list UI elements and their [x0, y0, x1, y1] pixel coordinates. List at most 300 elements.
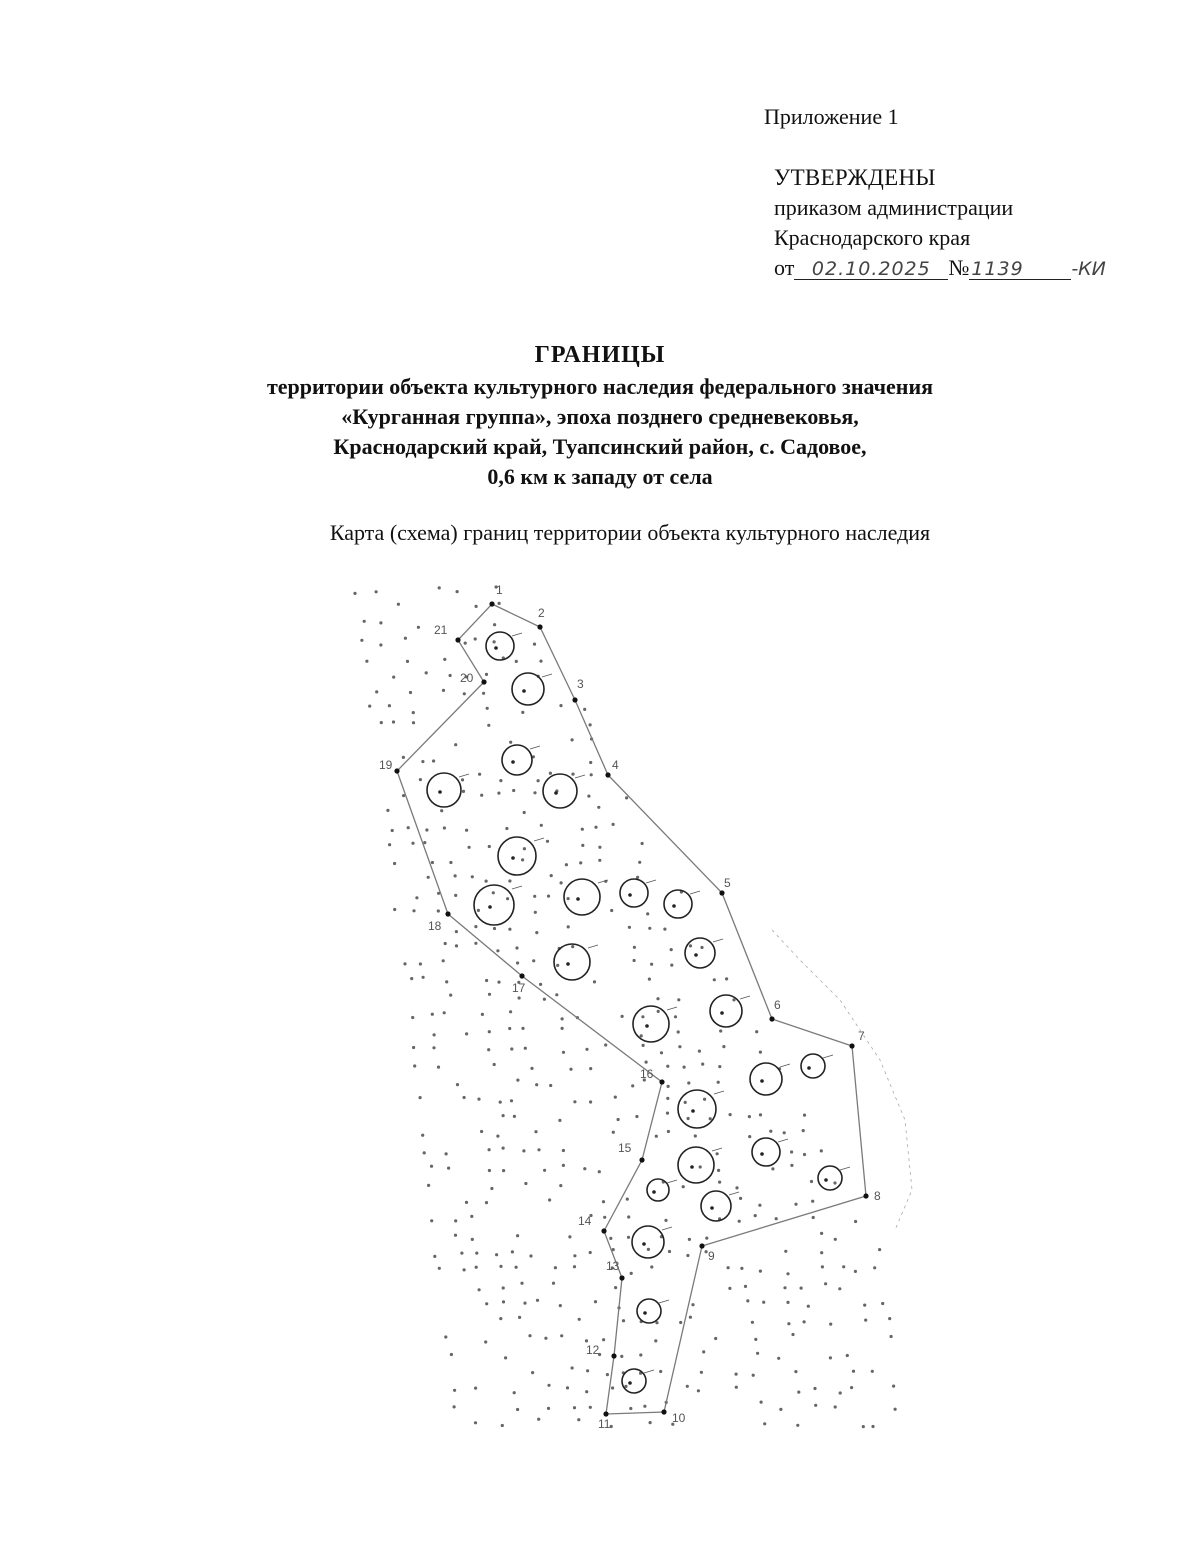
terrain-dot	[454, 874, 457, 877]
terrain-dot	[488, 1030, 491, 1033]
terrain-dot	[506, 897, 509, 900]
burial-mound	[664, 890, 692, 918]
terrain-dot	[478, 1288, 481, 1291]
terrain-dot	[797, 1391, 800, 1394]
terrain-dot	[678, 1045, 681, 1048]
terrain-dot	[699, 1165, 702, 1168]
terrain-dot	[508, 879, 511, 882]
boundary-point-label: 14	[578, 1214, 592, 1228]
terrain-dot	[499, 779, 502, 782]
terrain-dot	[807, 1305, 810, 1308]
terrain-dot	[499, 1265, 502, 1268]
terrain-dot	[635, 1115, 638, 1118]
terrain-dot	[598, 846, 601, 849]
boundary-point-label: 17	[512, 981, 526, 995]
terrain-dot	[433, 1033, 436, 1036]
boundary-point-label: 6	[774, 998, 781, 1012]
terrain-dot	[633, 959, 636, 962]
terrain-dot	[523, 1302, 526, 1305]
burial-mound	[543, 774, 577, 808]
terrain-dot	[431, 1013, 434, 1016]
terrain-dot	[388, 704, 391, 707]
boundary-point	[481, 679, 486, 684]
boundary-point	[769, 1016, 774, 1021]
terrain-dot	[486, 707, 489, 710]
terrain-dot	[549, 1084, 552, 1087]
burial-mound	[564, 879, 600, 915]
terrain-dot	[597, 806, 600, 809]
terrain-dot	[794, 1370, 797, 1373]
terrain-dot	[850, 1386, 853, 1389]
boundary-point	[863, 1193, 868, 1198]
terrain-dot	[412, 909, 415, 912]
burial-mound	[685, 938, 715, 968]
terrain-dot	[406, 660, 409, 663]
terrain-dot	[445, 1152, 448, 1155]
terrain-dot	[871, 1370, 874, 1373]
burial-mound	[801, 1054, 825, 1078]
terrain-dot	[460, 1252, 463, 1255]
terrain-dot	[589, 1100, 592, 1103]
terrain-dot	[485, 1201, 488, 1204]
terrain-dot	[496, 949, 499, 952]
terrain-dot	[454, 743, 457, 746]
terrain-dot	[561, 1027, 564, 1030]
terrain-dot	[691, 1303, 694, 1306]
terrain-dot	[447, 1167, 450, 1170]
terrain-dot	[521, 1027, 524, 1030]
burial-mound	[678, 1147, 714, 1183]
territory-boundary-line	[397, 604, 866, 1414]
terrain-dot	[487, 1048, 490, 1051]
burial-mound-tick	[667, 1007, 677, 1010]
burial-mound-center	[643, 1311, 647, 1315]
terrain-dot	[421, 760, 424, 763]
terrain-dot	[641, 842, 644, 845]
terrain-dot	[687, 1081, 690, 1084]
terrain-dot	[812, 1216, 815, 1219]
terrain-dot	[803, 1114, 806, 1117]
terrain-dot	[438, 586, 441, 589]
terrain-dot	[528, 1334, 531, 1337]
terrain-dot	[614, 1286, 617, 1289]
terrain-dot	[529, 1254, 532, 1257]
terrain-dot	[502, 1114, 505, 1117]
outer-contour-line	[772, 930, 912, 1230]
terrain-dot	[746, 1299, 749, 1302]
terrain-dot	[437, 1066, 440, 1069]
terrain-dot	[666, 1112, 669, 1115]
terrain-dots	[353, 585, 896, 1428]
terrain-dot	[567, 897, 570, 900]
burial-mound-tick	[729, 1192, 739, 1195]
terrain-dot	[431, 861, 434, 864]
burial-mound-tick	[512, 886, 522, 889]
burial-mound-center	[824, 1178, 828, 1182]
terrain-dot	[668, 1250, 671, 1253]
terrain-dot	[456, 1083, 459, 1086]
terrain-dot	[478, 773, 481, 776]
boundary-point-label: 7	[858, 1029, 865, 1043]
terrain-dot	[813, 1387, 816, 1390]
terrain-dot	[829, 1356, 832, 1359]
terrain-dot	[454, 894, 457, 897]
terrain-dot	[612, 1131, 615, 1134]
boundary-point	[537, 624, 542, 629]
terrain-dot	[402, 756, 405, 759]
terrain-dot	[729, 1113, 732, 1116]
boundary-point	[849, 1043, 854, 1048]
terrain-dot	[365, 660, 368, 663]
terrain-dot	[589, 723, 592, 726]
terrain-dot	[771, 1167, 774, 1170]
burial-mound	[750, 1063, 782, 1095]
terrain-dot	[546, 840, 549, 843]
burial-mound	[620, 879, 648, 907]
terrain-dot	[547, 1407, 550, 1410]
terrain-dot	[516, 1079, 519, 1082]
terrain-dot	[403, 962, 406, 965]
terrain-dot	[748, 1135, 751, 1138]
terrain-dot	[639, 1353, 642, 1356]
terrain-dot	[751, 1321, 754, 1324]
terrain-dot	[453, 1389, 456, 1392]
terrain-dot	[547, 895, 550, 898]
terrain-dot	[392, 676, 395, 679]
terrain-dot	[679, 1321, 682, 1324]
terrain-dot	[499, 1317, 502, 1320]
terrain-dot	[655, 1135, 658, 1138]
terrain-dot	[610, 909, 613, 912]
terrain-dot	[648, 978, 651, 981]
burial-mound-tick	[575, 775, 585, 778]
terrain-dot	[824, 1282, 827, 1285]
boundary-point	[445, 911, 450, 916]
terrain-dot	[562, 1149, 565, 1152]
terrain-dot	[862, 1425, 865, 1428]
burial-mound	[632, 1226, 664, 1258]
terrain-dot	[474, 942, 477, 945]
terrain-dot	[820, 1251, 823, 1254]
terrain-dot	[481, 1013, 484, 1016]
burial-mound-tick	[840, 1167, 850, 1170]
terrain-dot	[725, 977, 728, 980]
terrain-dot	[589, 761, 592, 764]
terrain-dot	[890, 1335, 893, 1338]
terrain-dot	[485, 1302, 488, 1305]
terrain-dot	[437, 909, 440, 912]
terrain-dot	[427, 876, 430, 879]
boundary-point-label: 10	[672, 1411, 686, 1425]
terrain-dot	[573, 1254, 576, 1257]
terrain-dot	[509, 741, 512, 744]
burial-mound	[427, 773, 461, 807]
terrain-dot	[462, 790, 465, 793]
terrain-dot	[518, 1316, 521, 1319]
terrain-dot	[617, 1118, 620, 1121]
terrain-dot	[475, 1266, 478, 1269]
terrain-dot	[560, 881, 563, 884]
terrain-dot	[569, 1068, 572, 1071]
terrain-dot	[763, 1422, 766, 1425]
boundary-point-label: 3	[577, 677, 584, 691]
terrain-dot	[413, 1064, 416, 1067]
burial-mound	[701, 1191, 731, 1221]
terrain-dot	[397, 603, 400, 606]
terrain-dot	[566, 1386, 569, 1389]
terrain-dot	[784, 1250, 787, 1253]
terrain-dot	[677, 1030, 680, 1033]
terrain-dot	[502, 1286, 505, 1289]
terrain-dot	[633, 946, 636, 949]
terrain-dot	[490, 1187, 493, 1190]
terrain-dot	[654, 1339, 657, 1342]
terrain-dot	[627, 1236, 630, 1239]
terrain-dot	[554, 1266, 557, 1269]
terrain-dot	[454, 1234, 457, 1237]
terrain-dot	[415, 896, 418, 899]
terrain-dot	[419, 962, 422, 965]
terrain-dot	[505, 827, 508, 830]
terrain-dot	[646, 912, 649, 915]
terrain-dot	[803, 1153, 806, 1156]
terrain-dot	[430, 1219, 433, 1222]
number-prefix: №	[948, 255, 970, 280]
burial-mound	[474, 885, 514, 925]
terrain-dot	[568, 1235, 571, 1238]
terrain-dot	[407, 826, 410, 829]
terrain-dot	[493, 623, 496, 626]
terrain-dot	[686, 1385, 689, 1388]
boundary-point	[455, 637, 460, 642]
burial-mound-center	[760, 1079, 764, 1083]
burial-mound	[647, 1179, 669, 1201]
boundary-point	[519, 973, 524, 978]
terrain-dot	[760, 1401, 763, 1404]
terrain-dot	[622, 1319, 625, 1322]
terrain-dot	[664, 1219, 667, 1222]
terrain-dot	[534, 1130, 537, 1133]
terrain-dot	[573, 1265, 576, 1268]
terrain-dot	[759, 1270, 762, 1273]
terrain-dot	[863, 1304, 866, 1307]
terrain-dot	[638, 861, 641, 864]
burial-mound-tick	[690, 891, 700, 894]
terrain-dot	[892, 1385, 895, 1388]
terrain-dot	[492, 891, 495, 894]
terrain-dot	[549, 772, 552, 775]
terrain-dot	[498, 602, 501, 605]
terrain-dot	[562, 1051, 565, 1054]
burial-mound-center	[554, 791, 558, 795]
terrain-dot	[443, 826, 446, 829]
terrain-dot	[482, 692, 485, 695]
terrain-dot	[393, 908, 396, 911]
terrain-dot	[611, 1386, 614, 1389]
terrain-dot	[740, 1267, 743, 1270]
terrain-dot	[521, 858, 524, 861]
appendix-label: Приложение 1	[764, 104, 899, 129]
terrain-dot	[533, 791, 536, 794]
terrain-dot	[493, 927, 496, 930]
burial-mound-center	[807, 1066, 811, 1070]
terrain-dot	[456, 590, 459, 593]
boundary-point	[572, 697, 577, 702]
terrain-dot	[602, 1338, 605, 1341]
terrain-dot	[386, 809, 389, 812]
terrain-dot	[450, 1353, 453, 1356]
order-number-suffix: -КИ	[1071, 258, 1106, 280]
terrain-dot	[502, 1169, 505, 1172]
terrain-dot	[558, 1119, 561, 1122]
terrain-dot	[713, 978, 716, 981]
terrain-dot	[515, 1266, 518, 1269]
title-line-1: территории объекта культурного наследия федерального значения	[266, 374, 934, 399]
terrain-dot	[790, 1150, 793, 1153]
boundary-point-label: 19	[379, 758, 393, 772]
terrain-dot	[864, 1319, 867, 1322]
boundary-point-label: 8	[874, 1189, 881, 1203]
terrain-dot	[411, 842, 414, 845]
terrain-dot	[783, 1286, 786, 1289]
burial-mound-tick	[646, 880, 656, 883]
terrain-dot	[510, 1047, 513, 1050]
boundary-point	[603, 1411, 608, 1416]
terrain-dot	[375, 690, 378, 693]
terrain-dot	[755, 1030, 758, 1033]
terrain-dot	[534, 911, 537, 914]
boundary-point	[659, 1079, 664, 1084]
terrain-dot	[670, 964, 673, 967]
terrain-dot	[465, 829, 468, 832]
terrain-dot	[442, 959, 445, 962]
terrain-dot	[499, 1101, 502, 1104]
terrain-dot	[821, 1265, 824, 1268]
burial-mound	[633, 1006, 669, 1042]
terrain-dot	[504, 1356, 507, 1359]
terrain-dot	[783, 1131, 786, 1134]
terrain-dot	[754, 1338, 757, 1341]
terrain-dot	[684, 1101, 687, 1104]
terrain-dot	[587, 795, 590, 798]
terrain-dot	[697, 1389, 700, 1392]
terrain-dot	[839, 1391, 842, 1394]
terrain-dot	[539, 660, 542, 663]
terrain-dot	[484, 1340, 487, 1343]
terrain-dot	[649, 1421, 652, 1424]
terrain-dot	[571, 945, 574, 948]
terrain-dot	[579, 861, 582, 864]
terrain-dot	[612, 823, 615, 826]
boundary-point-label: 20	[460, 671, 474, 685]
terrain-dot	[474, 925, 477, 928]
terrain-dot	[689, 944, 692, 947]
terrain-dot	[645, 1061, 648, 1064]
terrain-dot	[497, 981, 500, 984]
terrain-dot	[535, 1083, 538, 1086]
terrain-dot	[881, 1302, 884, 1305]
boundary-point-label: 12	[586, 1343, 600, 1357]
terrain-dot	[537, 779, 540, 782]
terrain-dot	[516, 1234, 519, 1237]
terrain-dot	[516, 1408, 519, 1411]
burial-mound-center	[488, 905, 492, 909]
terrain-dot	[425, 671, 428, 674]
burial-mound-center	[576, 897, 580, 901]
terrain-dot	[621, 1015, 624, 1018]
burial-mound-tick	[778, 1139, 788, 1142]
burial-mound-tick	[780, 1064, 790, 1067]
terrain-dot	[392, 720, 395, 723]
terrain-dot	[702, 1350, 705, 1353]
terrain-dot	[888, 1317, 891, 1320]
terrain-dot	[640, 1034, 643, 1037]
terrain-dot	[536, 1299, 539, 1302]
terrain-dot	[509, 1010, 512, 1013]
boundary-point-label: 11	[598, 1417, 611, 1431]
terrain-dot	[522, 1149, 525, 1152]
terrain-dot	[629, 1407, 632, 1410]
terrain-dot	[454, 1219, 457, 1222]
terrain-dot	[423, 1151, 426, 1154]
terrain-dot	[829, 1323, 832, 1326]
terrain-dot	[590, 773, 593, 776]
burial-mound-center	[672, 904, 676, 908]
terrain-dot	[709, 1117, 712, 1120]
terrain-dot	[820, 1149, 823, 1152]
terrain-dot	[716, 1152, 719, 1155]
boundary-point	[605, 772, 610, 777]
terrain-dot	[625, 796, 628, 799]
boundary-point	[639, 1157, 644, 1162]
terrain-dot	[533, 643, 536, 646]
terrain-dot	[838, 1287, 841, 1290]
terrain-dot	[427, 1184, 430, 1187]
burial-mound-tick	[542, 674, 552, 677]
burial-mound	[818, 1166, 842, 1190]
terrain-dot	[787, 1322, 790, 1325]
terrain-dot	[577, 1418, 580, 1421]
terrain-dot	[598, 859, 601, 862]
terrain-dot	[626, 1198, 629, 1201]
terrain-dot	[468, 846, 471, 849]
burial-mound-center	[511, 856, 515, 860]
terrain-dot	[379, 643, 382, 646]
terrain-dot	[515, 946, 518, 949]
terrain-dot	[820, 1232, 823, 1235]
boundary-point-label: 18	[428, 919, 442, 933]
terrain-dot	[871, 1425, 874, 1428]
terrain-dot	[443, 1011, 446, 1014]
title-heading: ГРАНИЦЫ	[534, 342, 666, 368]
terrain-dot	[762, 1301, 765, 1304]
boundary-point-label: 5	[724, 876, 731, 890]
terrain-dot	[718, 1065, 721, 1068]
terrain-dot	[589, 1406, 592, 1409]
boundary-point-label: 4	[612, 758, 619, 772]
burial-mound-center	[652, 1190, 656, 1194]
burial-mound-tick	[459, 774, 469, 777]
date-prefix: от	[774, 255, 795, 280]
terrain-dot	[727, 1266, 730, 1269]
terrain-dot	[535, 931, 538, 934]
terrain-dot	[700, 1371, 703, 1374]
terrain-dot	[559, 1304, 562, 1307]
terrain-dot	[502, 1300, 505, 1303]
terrain-dot	[794, 1203, 797, 1206]
terrain-dot	[432, 1046, 435, 1049]
terrain-dot	[728, 1287, 731, 1290]
